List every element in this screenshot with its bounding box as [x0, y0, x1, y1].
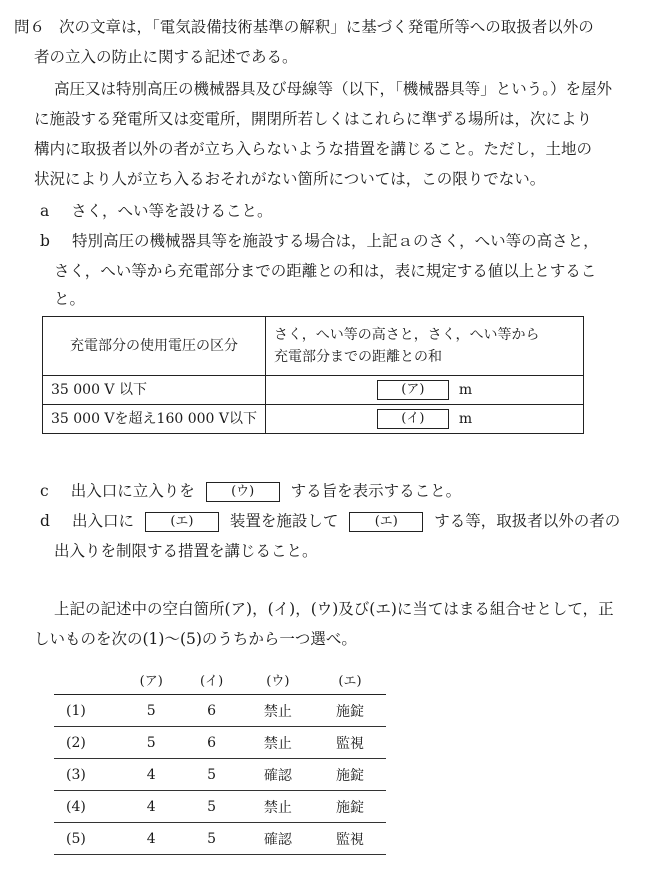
header-height-distance	[266, 317, 584, 376]
unit-label: m	[458, 382, 473, 398]
item-a-text: さく，へい等を設けること。	[71, 202, 273, 220]
question-number: 問６	[14, 18, 46, 36]
choice-i: 5	[181, 759, 241, 791]
item-b-label: b	[40, 232, 50, 250]
choice-e: 監視	[314, 727, 386, 759]
table-row	[43, 405, 584, 434]
instruction-line1: 上記の記述中の空白箇所(ア)，(イ)，(ウ)及び(エ)に当てはまる組合せとして，正	[54, 600, 614, 618]
voltage-range-cell: 35 000 Vを超え160 000 V以下	[43, 405, 266, 434]
table-row	[43, 376, 584, 405]
paragraph-line2: に施設する発電所又は変電所，開閉所若しくはこれらに準ずる場所は，次により	[34, 110, 593, 128]
item-b-line2: さく，へい等から充電部分までの距離との和は，表に規定する値以上とするこ	[54, 262, 597, 280]
paragraph-line4: 状況により人が立ち入るおそれがない箇所については，この限りでない。	[34, 170, 546, 188]
choice-i: 5	[181, 791, 241, 823]
item-c-post: する旨を表示すること。	[290, 482, 462, 500]
item-d-label: d	[40, 512, 50, 530]
item-a-label: a	[40, 202, 50, 220]
choice-u: 禁止	[242, 791, 314, 823]
choice-i: 6	[181, 727, 241, 759]
choice-i: 5	[181, 823, 241, 855]
item-d-mid: 装置を施設して	[229, 512, 339, 530]
choice-number: (4)	[54, 791, 121, 823]
instruction-line2: しいものを次の(1)～(5)のうちから一つ選べ。	[34, 630, 357, 648]
item-d-line2: 出入りを制限する措置を講じること。	[54, 542, 318, 560]
item-d-post: する等，取扱者以外の者の	[434, 512, 621, 530]
requirement-table-header	[43, 317, 584, 376]
choice-number: (1)	[54, 695, 121, 727]
choice-number: (3)	[54, 759, 121, 791]
item-c	[40, 480, 461, 502]
choice-a: 5	[121, 727, 181, 759]
question-intro-line1: 次の文章は，「電気設備技術基準の解釈」に基づく発電所等への取扱者以外の	[59, 18, 594, 36]
table-row	[54, 823, 386, 855]
header-u: (ウ)	[242, 664, 314, 695]
item-a	[40, 200, 272, 222]
choice-e: 監視	[314, 823, 386, 855]
choice-a: 4	[121, 759, 181, 791]
voltage-range-cell: 35 000 V 以下	[43, 376, 266, 405]
choice-a: 5	[121, 695, 181, 727]
unit-label: m	[458, 411, 473, 427]
header-blank	[54, 664, 121, 695]
choice-a: 4	[121, 823, 181, 855]
choice-i: 6	[181, 695, 241, 727]
requirement-table	[42, 316, 584, 434]
value-cell	[266, 405, 584, 434]
answer-choices-table	[54, 664, 386, 855]
paragraph-line1: 高圧又は特別高圧の機械器具及び母線等（以下，「機械器具等」という。）を屋外	[54, 80, 613, 98]
header-voltage-class: 充電部分の使用電圧の区分	[43, 317, 266, 376]
choice-e: 施錠	[314, 759, 386, 791]
item-d	[40, 510, 620, 532]
paragraph-line3: 構内に取扱者以外の者が立ち入らないような措置を講じること。ただし，土地の	[34, 140, 593, 158]
blank-a-box: (ア)	[377, 380, 449, 400]
table-row	[54, 759, 386, 791]
value-cell	[266, 376, 584, 405]
choice-u: 確認	[242, 823, 314, 855]
header-i: (イ)	[181, 664, 241, 695]
header-height-distance-line1: さく，へい等の高さと，さく，へい等から	[274, 327, 540, 343]
blank-e-box: (エ)	[145, 512, 219, 532]
question-intro	[14, 16, 594, 38]
table-row	[54, 727, 386, 759]
choice-e: 施錠	[314, 695, 386, 727]
header-a: (ア)	[121, 664, 181, 695]
choice-e: 施錠	[314, 791, 386, 823]
header-e: (エ)	[314, 664, 386, 695]
table-row	[54, 791, 386, 823]
blank-u-box: (ウ)	[206, 482, 280, 502]
choice-u: 禁止	[242, 695, 314, 727]
item-b-line3: と。	[54, 290, 86, 308]
choice-number: (2)	[54, 727, 121, 759]
table-row	[54, 695, 386, 727]
choice-u: 禁止	[242, 727, 314, 759]
blank-i-box: (イ)	[377, 409, 449, 429]
item-d-pre: 出入口に	[71, 512, 134, 530]
blank-e-box-2: (エ)	[349, 512, 423, 532]
item-b	[40, 230, 599, 252]
choice-a: 4	[121, 791, 181, 823]
question-intro-line2: 者の立入の防止に関する記述である。	[34, 48, 298, 66]
choice-number: (5)	[54, 823, 121, 855]
item-c-pre: 出入口に立入りを	[70, 482, 195, 500]
answer-table-header	[54, 664, 386, 695]
item-c-label: c	[40, 482, 49, 500]
item-b-line1: 特別高圧の機械器具等を施設する場合は，上記ａのさく，へい等の高さと，	[71, 232, 599, 250]
header-height-distance-line2: 充電部分までの距離との和	[274, 349, 442, 365]
choice-u: 確認	[242, 759, 314, 791]
